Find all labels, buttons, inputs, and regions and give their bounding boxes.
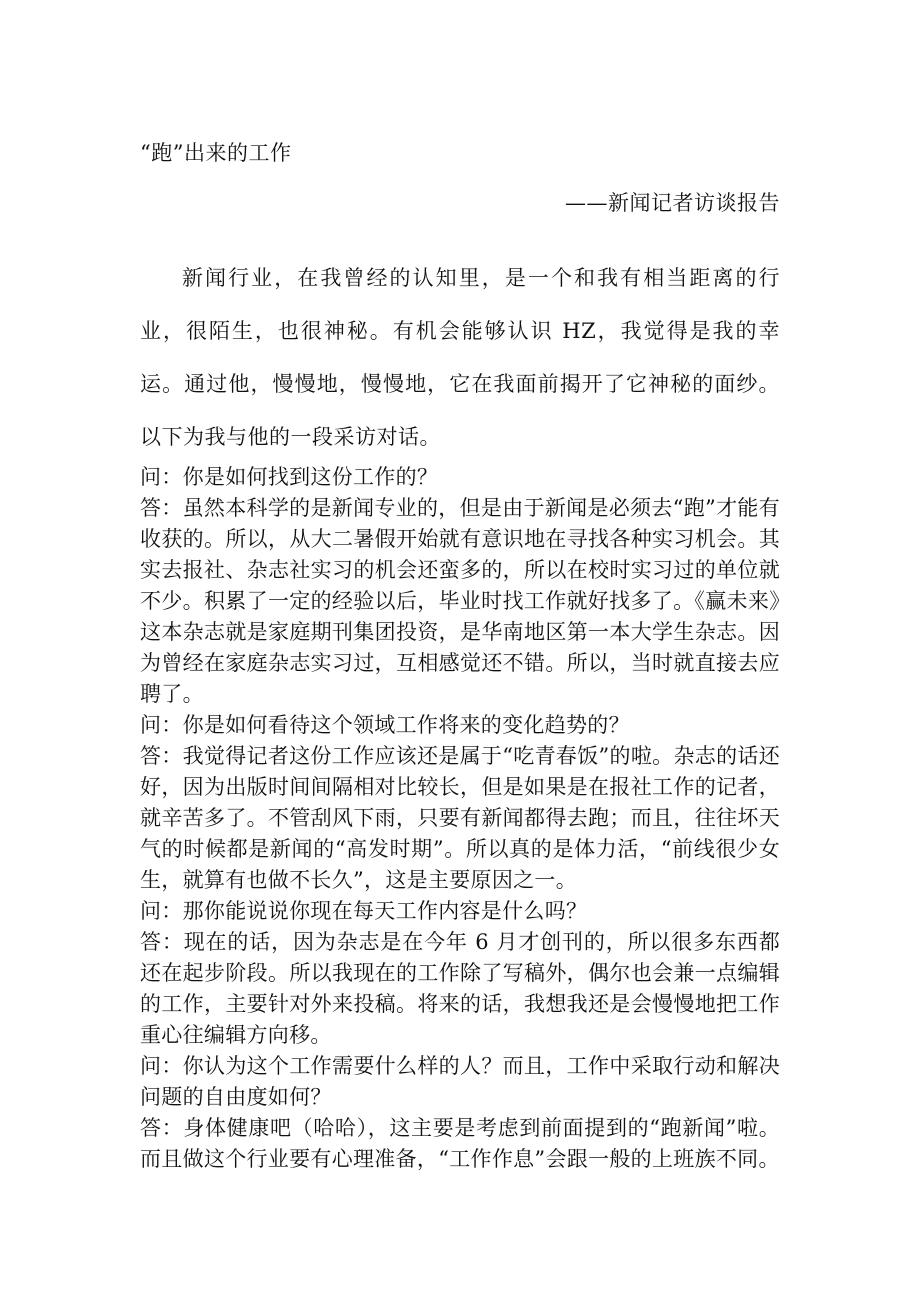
answer-4: 答：身体健康吧（哈哈），这主要是考虑到前面提到的“跑新闻”啦。而且做这个行业要有心理准备，“工作作息”会跟一般的上班族不同。 [140,1116,780,1171]
answer-2: 答：我觉得记者这份工作应该还是属于“吃青春饭”的啦。杂志的话还好，因为出版时间间隔相对比较长，但是如果是在报社工作的记者，就辛苦多了。不管刮风下雨，只要有新闻都得去跑；而且，往往坏天气的时候都是新闻的“高发时期”。所以真的是体力活，“前线很少女生，就算有也做不长久”，这是主要原因之一。 [140,744,780,892]
document-subtitle: ——新闻记者访谈报告 [565,191,780,215]
document-title: “跑”出来的工作 [140,141,292,165]
question-1: 问：你是如何找到这份工作的？ [140,465,439,489]
question-2: 问：你是如何看待这个领域工作将来的变化趋势的？ [140,713,630,737]
answer-3: 答：现在的话，因为杂志是在今年 6 月才创刊的，所以很多东西都还在起步阶段。所以我现在的工作除了写稿外，偶尔也会兼一点编辑的工作，主要针对外来投稿。将来的话，我想我还是会慢慢地把工作重心往编辑方向移。 [140,930,780,1047]
intro-paragraph: 新闻行业，在我曾经的认知里，是一个和我有相当距离的行业，很陌生，也很神秘。有机会能够认识 HZ，我觉得是我的幸运。通过他，慢慢地，慢慢地，它在我面前揭开了它神秘的面纱。以下为我与他的一段采访对话。 [140,266,780,449]
answer-1: 答：虽然本科学的是新闻专业的，但是由于新闻是必须去“跑”才能有收获的。所以，从大二暑假开始就有意识地在寻找各种实习机会。其实去报社、杂志社实习的机会还蛮多的，所以在校时实习过的单位就不少。积累了一定的经验以后，毕业时找工作就好找多了。《赢未来》这本杂志就是家庭期刊集团投资，是华南地区第一本大学生杂志。因为曾经在家庭杂志实习过，互相感觉还不错。所以，当时就直接去应聘了。 [140,496,780,706]
interview-dialogue [140,462,780,1175]
document-body [140,132,780,1175]
question-3: 问：那你能说说你现在每天工作内容是什么吗？ [140,899,588,923]
question-4: 问：你认为这个工作需要什么样的人？而且，工作中采取行动和解决问题的自由度如何？ [140,1054,780,1109]
